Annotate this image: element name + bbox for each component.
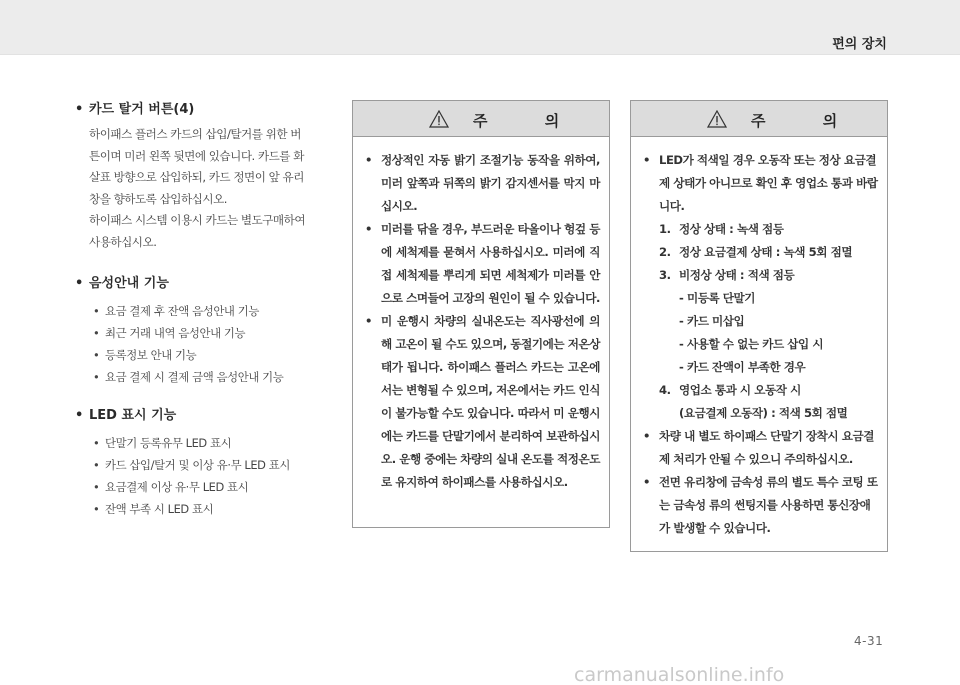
dash-item: - 카드 잔액이 부족한 경우 <box>679 360 806 374</box>
led-display-title: • LED 표시 기능 <box>74 406 336 426</box>
text-line: 사용하십시오. <box>89 234 157 249</box>
caution-item: • 전면 유리창에 금속성 류의 별도 특수 코팅 또는 금속성 류의 썬팅지를 사용하면 통신장애가 발생할 수 있습니다. <box>643 471 878 540</box>
caution-list-2 <box>631 137 887 540</box>
card-button-description <box>74 124 336 254</box>
list-item: • 등록정보 안내 기능 <box>93 344 336 366</box>
header-bar <box>0 0 960 54</box>
numbered-item: 3. 비정상 상태 : 적색 점등 - 미등록 단말기 - 카드 미삽입 - 사용할 수 없는 카드 삽입 시 - 카드 잔액이 부족한 경우 <box>659 264 878 379</box>
list-item: • 요금결제 이상 유·무 LED 표시 <box>93 476 336 498</box>
list-item: • 요금 결제 시 결제 금액 음성안내 기능 <box>93 366 336 388</box>
text-line: 튼이며 미러 왼쪽 뒷면에 있습니다. 카드를 화 <box>89 148 304 163</box>
text-line: 창을 향하도록 삽입하십시오. <box>89 191 227 206</box>
numbered-item: 1. 정상 상태 : 녹색 점등 <box>659 222 784 236</box>
list-item: • 요금 결제 후 잔액 음성안내 기능 <box>93 300 336 322</box>
page-number: 4-31 <box>854 634 884 648</box>
caution-item: • 차량 내 별도 하이패스 단말기 장착시 요금결제 처리가 안될 수 있으니 주의하십시오. <box>643 425 878 471</box>
caution-item: • 미 운행시 차량의 실내온도는 직사광선에 의해 고온이 될 수도 있으며, 동절기에는 저온상태가 됩니다. 하이패스 플러스 카드는 고온에서는 변형될 수 있으며, 저온에서는 카드 인식이 불가능할 수도 있습니다. 따라서 미 운행시에는 카드를 단말기에서 분리하여 보관하십시오. 운행 중에는 차량의 실내 온도를 적정온도로 유지하여 하이패스를 사용하십시오. <box>365 310 600 494</box>
dash-item: - 미등록 단말기 <box>679 291 756 305</box>
text-line: 살표 방향으로 삽입하되, 카드 정면이 앞 유리 <box>89 170 304 185</box>
text-line: 하이패스 플러스 카드의 삽입/탈거를 위한 버 <box>89 127 301 141</box>
led-warning-text: LED가 적색일 경우 오동작 또는 정상 요금결제 상태가 아니므로 확인 후 영업소 통과 바랍니다. <box>659 153 878 213</box>
caution-item-led <box>643 149 878 425</box>
voice-guide-title: • 음성안내 기능 <box>74 274 336 294</box>
caution-heading: 주 의 <box>473 112 586 130</box>
dash-item: - 카드 미삽입 <box>679 314 745 328</box>
warning-triangle-icon <box>707 110 727 128</box>
led-status-list <box>659 218 878 425</box>
numbered-item: 4. 영업소 통과 시 오동작 시 (요금결제 오동작) : 적색 5회 점멸 <box>659 383 848 420</box>
section-title: 편의 장치 <box>832 37 887 52</box>
abnormal-cases-list <box>659 287 878 379</box>
caution-heading: 주 의 <box>751 112 864 130</box>
caution-list-1 <box>353 137 609 494</box>
header-divider <box>0 54 960 55</box>
caution-box-2 <box>630 100 888 552</box>
dash-item: - 사용할 수 없는 카드 삽입 시 <box>679 337 824 351</box>
list-item: • 잔액 부족 시 LED 표시 <box>93 498 336 520</box>
list-item: • 최근 거래 내역 음성안내 기능 <box>93 322 336 344</box>
led-display-list <box>74 432 336 520</box>
caution-item: • 미러를 닦을 경우, 부드러운 타올이나 헝겊 등에 세척제를 묻혀서 사용하십시오. 미러에 직접 세척제를 뿌리게 되면 세척제가 미러틀 안으로 스며들어 고장의 원인이 될 수 있습니다. <box>365 218 600 310</box>
caution-header <box>353 101 609 137</box>
list-item: • 단말기 등록유무 LED 표시 <box>93 432 336 454</box>
caution-item: • 정상적인 자동 밝기 조절기능 동작을 위하여, 미러 앞쪽과 뒤쪽의 밝기 감지센서를 막지 마십시오. <box>365 149 600 218</box>
caution-box-1 <box>352 100 610 528</box>
left-column <box>74 100 336 520</box>
warning-triangle-icon <box>429 110 449 128</box>
voice-guide-list <box>74 300 336 388</box>
numbered-item: 2. 정상 요금결제 상태 : 녹색 5회 점멸 <box>659 245 853 259</box>
text-line: 하이패스 시스템 이용시 카드는 별도구매하여 <box>89 213 306 228</box>
caution-header <box>631 101 887 137</box>
list-item: • 카드 삽입/탈거 및 이상 유·무 LED 표시 <box>93 454 336 476</box>
watermark: carmanualsonline.info <box>574 664 785 685</box>
card-button-title: • 카드 탈거 버튼(4) <box>74 100 336 120</box>
